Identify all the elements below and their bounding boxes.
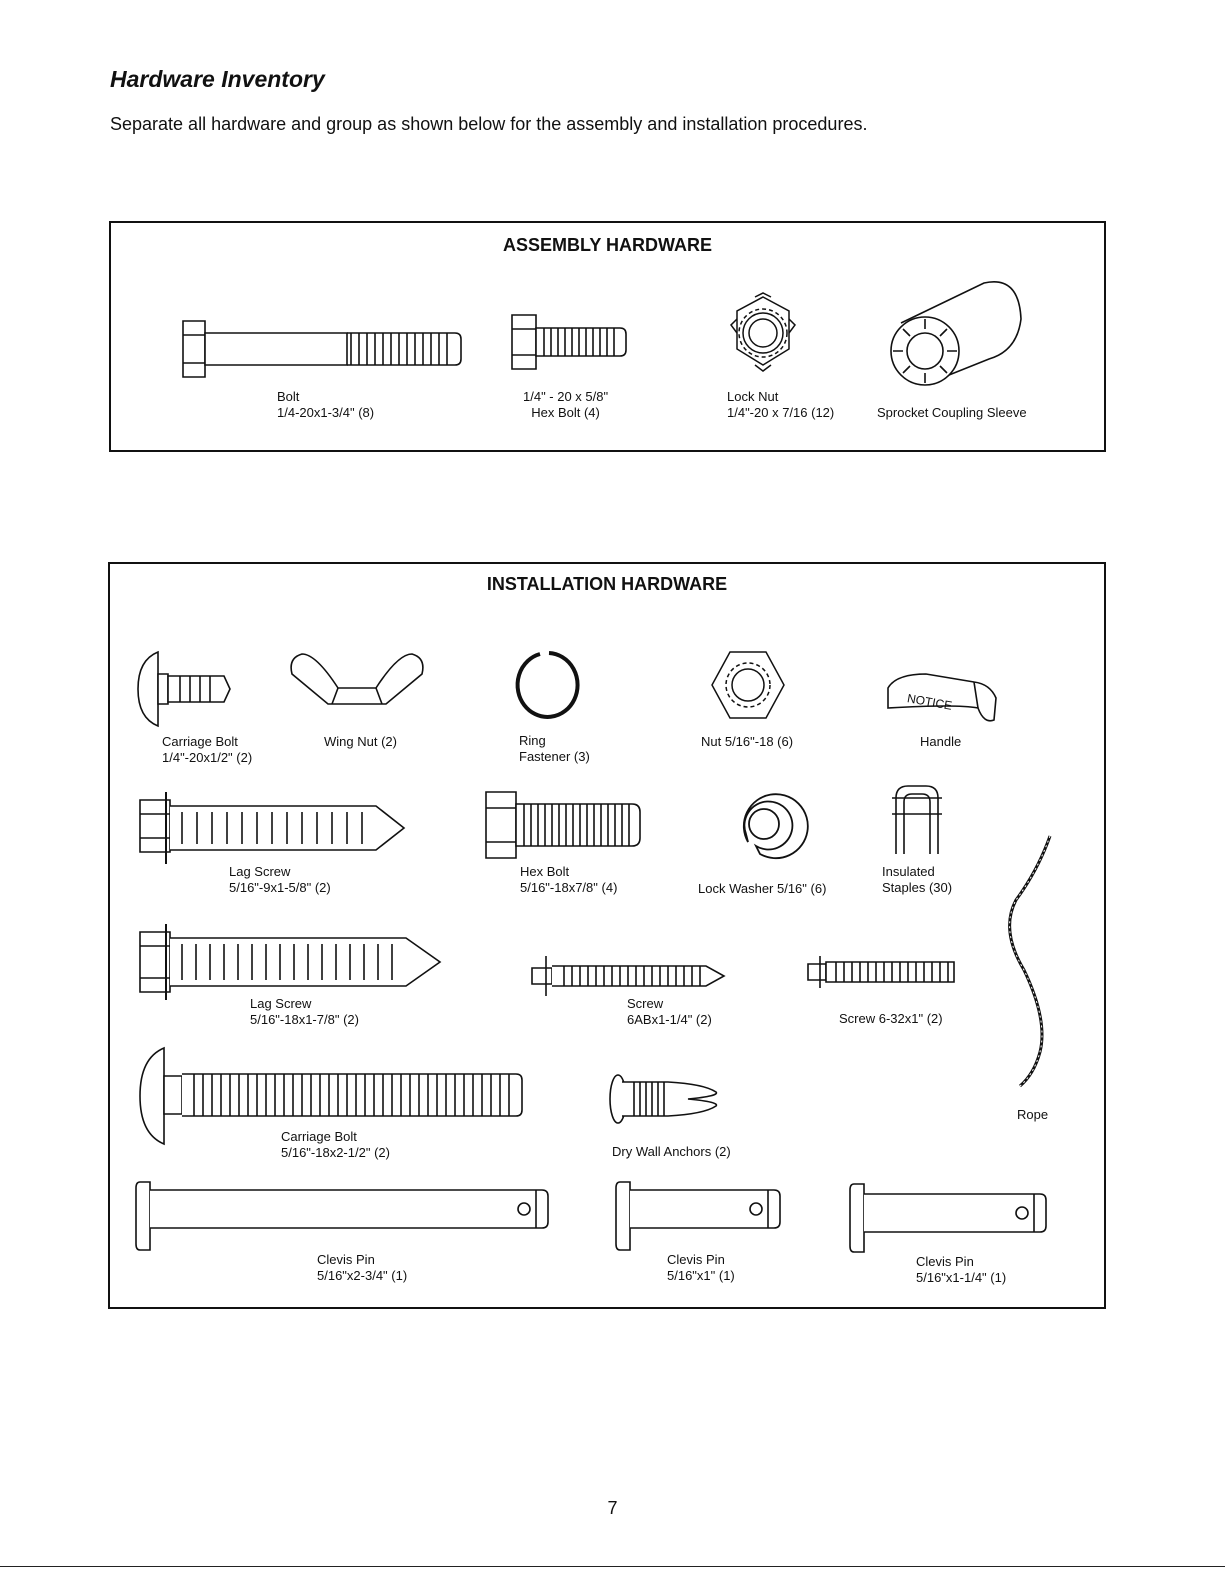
dry-wall-anchor-illustration xyxy=(608,1072,724,1126)
clevis-pin-short-label: Clevis Pin 5/16"x1" (1) xyxy=(667,1252,735,1283)
screw-6ab-label: Screw 6ABx1-1/4" (2) xyxy=(627,996,712,1027)
screw-6-32-label: Screw 6-32x1" (2) xyxy=(839,1011,943,1026)
ring-fastener-label: Ring Fastener (3) xyxy=(519,733,590,764)
nut-illustration xyxy=(710,650,786,720)
clevis-pin-long-illustration xyxy=(136,1178,552,1254)
sprocket-coupling-sleeve-illustration xyxy=(889,281,1024,386)
assembly-hardware-title: ASSEMBLY HARDWARE xyxy=(502,235,713,255)
clevis-pin-short-illustration xyxy=(616,1178,784,1254)
clevis-pin-medium-illustration xyxy=(850,1180,1050,1256)
hex-bolt-large-label: Hex Bolt 5/16"-18x7/8" (4) xyxy=(520,864,618,895)
assembly-hardware-panel xyxy=(109,221,1106,452)
insulated-staple-illustration xyxy=(890,784,944,856)
lock-washer-illustration xyxy=(726,786,802,862)
clevis-pin-long-label: Clevis Pin 5/16"x2-3/4" (1) xyxy=(317,1252,408,1283)
page-number: 7 xyxy=(607,1498,618,1518)
hex-bolt-small-label: 1/4" - 20 x 5/8" Hex Bolt (4) xyxy=(523,389,609,420)
bolt-label: Bolt 1/4-20x1-3/4" (8) xyxy=(277,389,375,420)
installation-hardware-title: INSTALLATION HARDWARE xyxy=(486,574,728,594)
dry-wall-anchors-label: Dry Wall Anchors (2) xyxy=(612,1144,731,1159)
clevis-pin-medium-label: Clevis Pin 5/16"x1-1/4" (1) xyxy=(916,1254,1007,1285)
rope-label: Rope xyxy=(1017,1107,1049,1122)
wing-nut-label: Wing Nut (2) xyxy=(324,734,397,749)
lock-nut-illustration xyxy=(731,293,795,375)
intro-text: Separate all hardware and group as shown below for the assembly and installation procedures. xyxy=(110,114,868,134)
insulated-staples-label: Insulated Staples (30) xyxy=(882,864,953,895)
hex-bolt-large-illustration xyxy=(486,792,646,860)
wing-nut-illustration xyxy=(288,650,426,720)
nut-label: Nut 5/16"-18 (6) xyxy=(701,734,794,749)
ring-fastener-illustration xyxy=(516,650,582,720)
lag-screw-large-illustration xyxy=(136,924,442,1002)
lag-screw-small-label: Lag Screw 5/16"-9x1-5/8" (2) xyxy=(229,864,331,895)
lock-washer-label: Lock Washer 5/16" (6) xyxy=(698,881,827,896)
installation-hardware-panel xyxy=(108,562,1106,1309)
bolt-illustration xyxy=(183,319,468,381)
screw-6ab-illustration xyxy=(530,954,730,998)
carriage-bolt-small-illustration xyxy=(138,650,233,728)
bottom-rule xyxy=(0,1566,1225,1567)
rope-illustration xyxy=(998,830,1058,1092)
hex-bolt-small-illustration xyxy=(512,315,632,371)
screw-6-32-illustration xyxy=(806,954,958,990)
carriage-bolt-large-label: Carriage Bolt 5/16"-18x2-1/2" (2) xyxy=(281,1129,390,1160)
carriage-bolt-small-label: Carriage Bolt 1/4"-20x1/2" (2) xyxy=(162,734,253,765)
handle-label: Handle xyxy=(920,734,962,749)
lock-nut-label: Lock Nut 1/4"-20 x 7/16 (12) xyxy=(727,389,835,420)
lag-screw-small-illustration xyxy=(136,790,406,870)
notice-text: NOTICE xyxy=(906,691,954,713)
lag-screw-large-label: Lag Screw 5/16"-18x1-7/8" (2) xyxy=(250,996,359,1027)
sprocket-coupling-sleeve-label: Sprocket Coupling Sleeve xyxy=(877,405,1027,420)
page-title: Hardware Inventory xyxy=(110,66,325,92)
